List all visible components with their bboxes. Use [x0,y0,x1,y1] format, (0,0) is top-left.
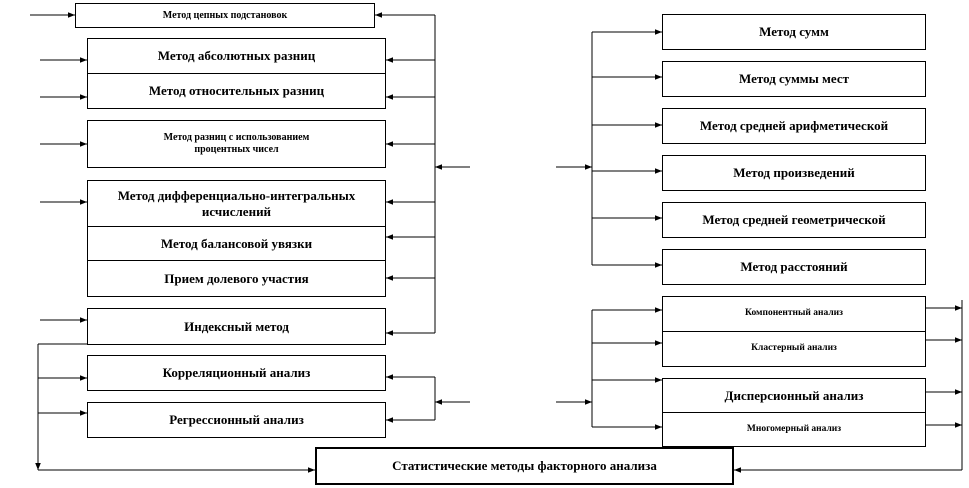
relative-differences-box: Метод относительных разниц [87,73,386,109]
chain-substitution-box: Метод цепных подстановок [75,3,375,28]
sums-method-box: Метод сумм [662,14,926,50]
multidimensional-analysis-box: Многомерный анализ [662,412,926,447]
geometric-mean-box: Метод средней геометрической [662,202,926,238]
regression-analysis-box: Регрессионный анализ [87,402,386,438]
arithmetic-mean-box: Метод средней арифметической [662,108,926,144]
equity-participation-box: Прием долевого участия [87,260,386,297]
percent-differences-box: Метод разниц с использованием процентных чисел [87,120,386,168]
correlation-analysis-box: Корреляционный анализ [87,355,386,391]
products-method-box: Метод произведений [662,155,926,191]
component-analysis-box: Компонентный анализ [662,296,926,332]
balance-linkage-box: Метод балансовой увязки [87,226,386,261]
dispersion-analysis-box: Дисперсионный анализ [662,378,926,414]
cluster-analysis-box: Кластерный анализ [662,331,926,367]
index-method-box: Индексный метод [87,308,386,345]
distances-method-box: Метод расстояний [662,249,926,285]
differential-integral-box: Метод дифференциально-интегральных исчислений [87,180,386,227]
absolute-differences-box: Метод абсолютных разниц [87,38,386,74]
statistical-methods-main-box: Статистические методы факторного анализа [315,447,734,485]
sum-of-places-box: Метод суммы мест [662,61,926,97]
